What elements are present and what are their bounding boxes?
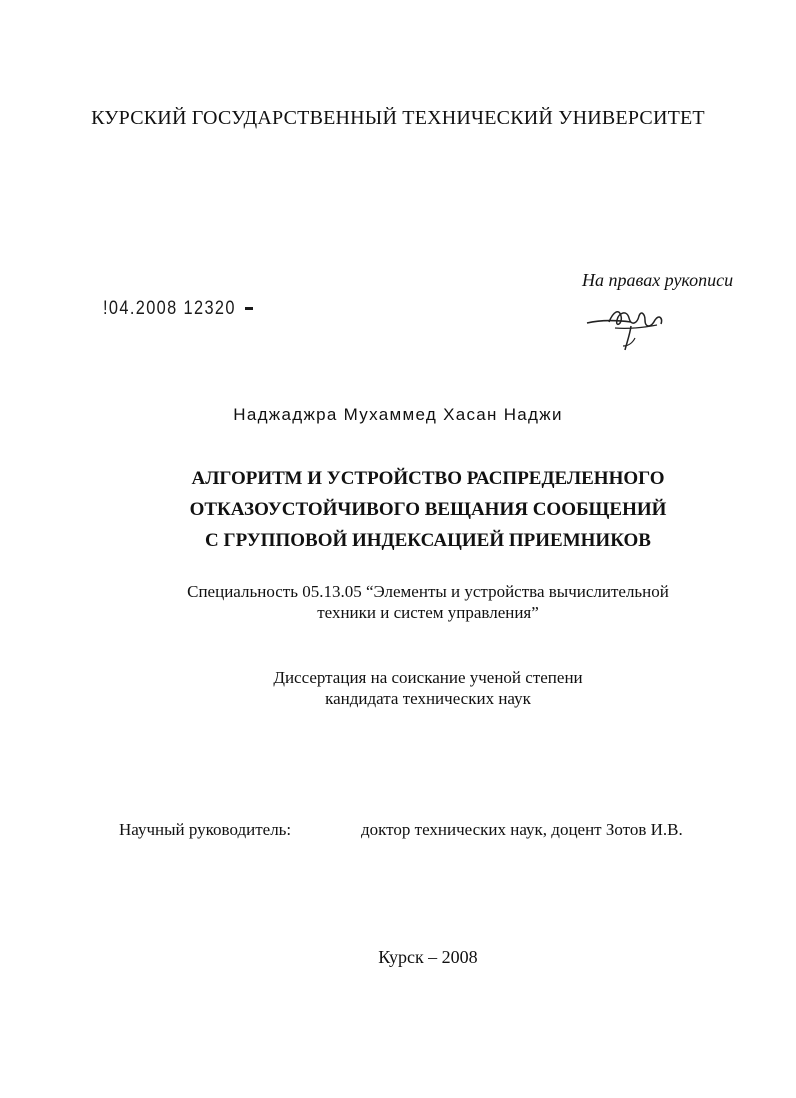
- title-line: С ГРУППОВОЙ ИНДЕКСАЦИЕЙ ПРИЕМНИКОВ: [205, 530, 651, 551]
- author-name: Наджаджра Мухаммед Хасан Наджи: [233, 405, 563, 424]
- handwritten-signature: [585, 298, 670, 354]
- supervisor-label: Научный руководитель:: [119, 820, 292, 839]
- degree-block: [0, 667, 796, 709]
- supervisor-value: доктор технических наук, доцент Зотов И.В.: [361, 820, 683, 839]
- registration-number: !04.2008 12320: [103, 298, 236, 319]
- degree-line: кандидата технических наук: [325, 689, 531, 708]
- specialty-line: Специальность 05.13.05 “Элементы и устройства вычислительной: [187, 582, 669, 601]
- dissertation-title: [0, 463, 796, 556]
- specialty-block: [0, 581, 796, 623]
- university-name: КУРСКИЙ ГОСУДАРСТВЕННЫЙ ТЕХНИЧЕСКИЙ УНИВЕРСИТЕТ: [91, 107, 705, 129]
- manuscript-rights-note: На правах рукописи: [582, 270, 734, 290]
- specialty-line: техники и систем управления”: [317, 603, 539, 622]
- title-line: ОТКАЗОУСТОЙЧИВОГО ВЕЩАНИЯ СООБЩЕНИЙ: [189, 499, 667, 520]
- title-line: АЛГОРИТМ И УСТРОЙСТВО РАСПРЕДЕЛЕННОГО: [191, 468, 665, 489]
- registration-mark: [245, 307, 253, 310]
- place-and-year: Курск – 2008: [378, 947, 478, 967]
- degree-line: Диссертация на соискание ученой степени: [273, 668, 583, 687]
